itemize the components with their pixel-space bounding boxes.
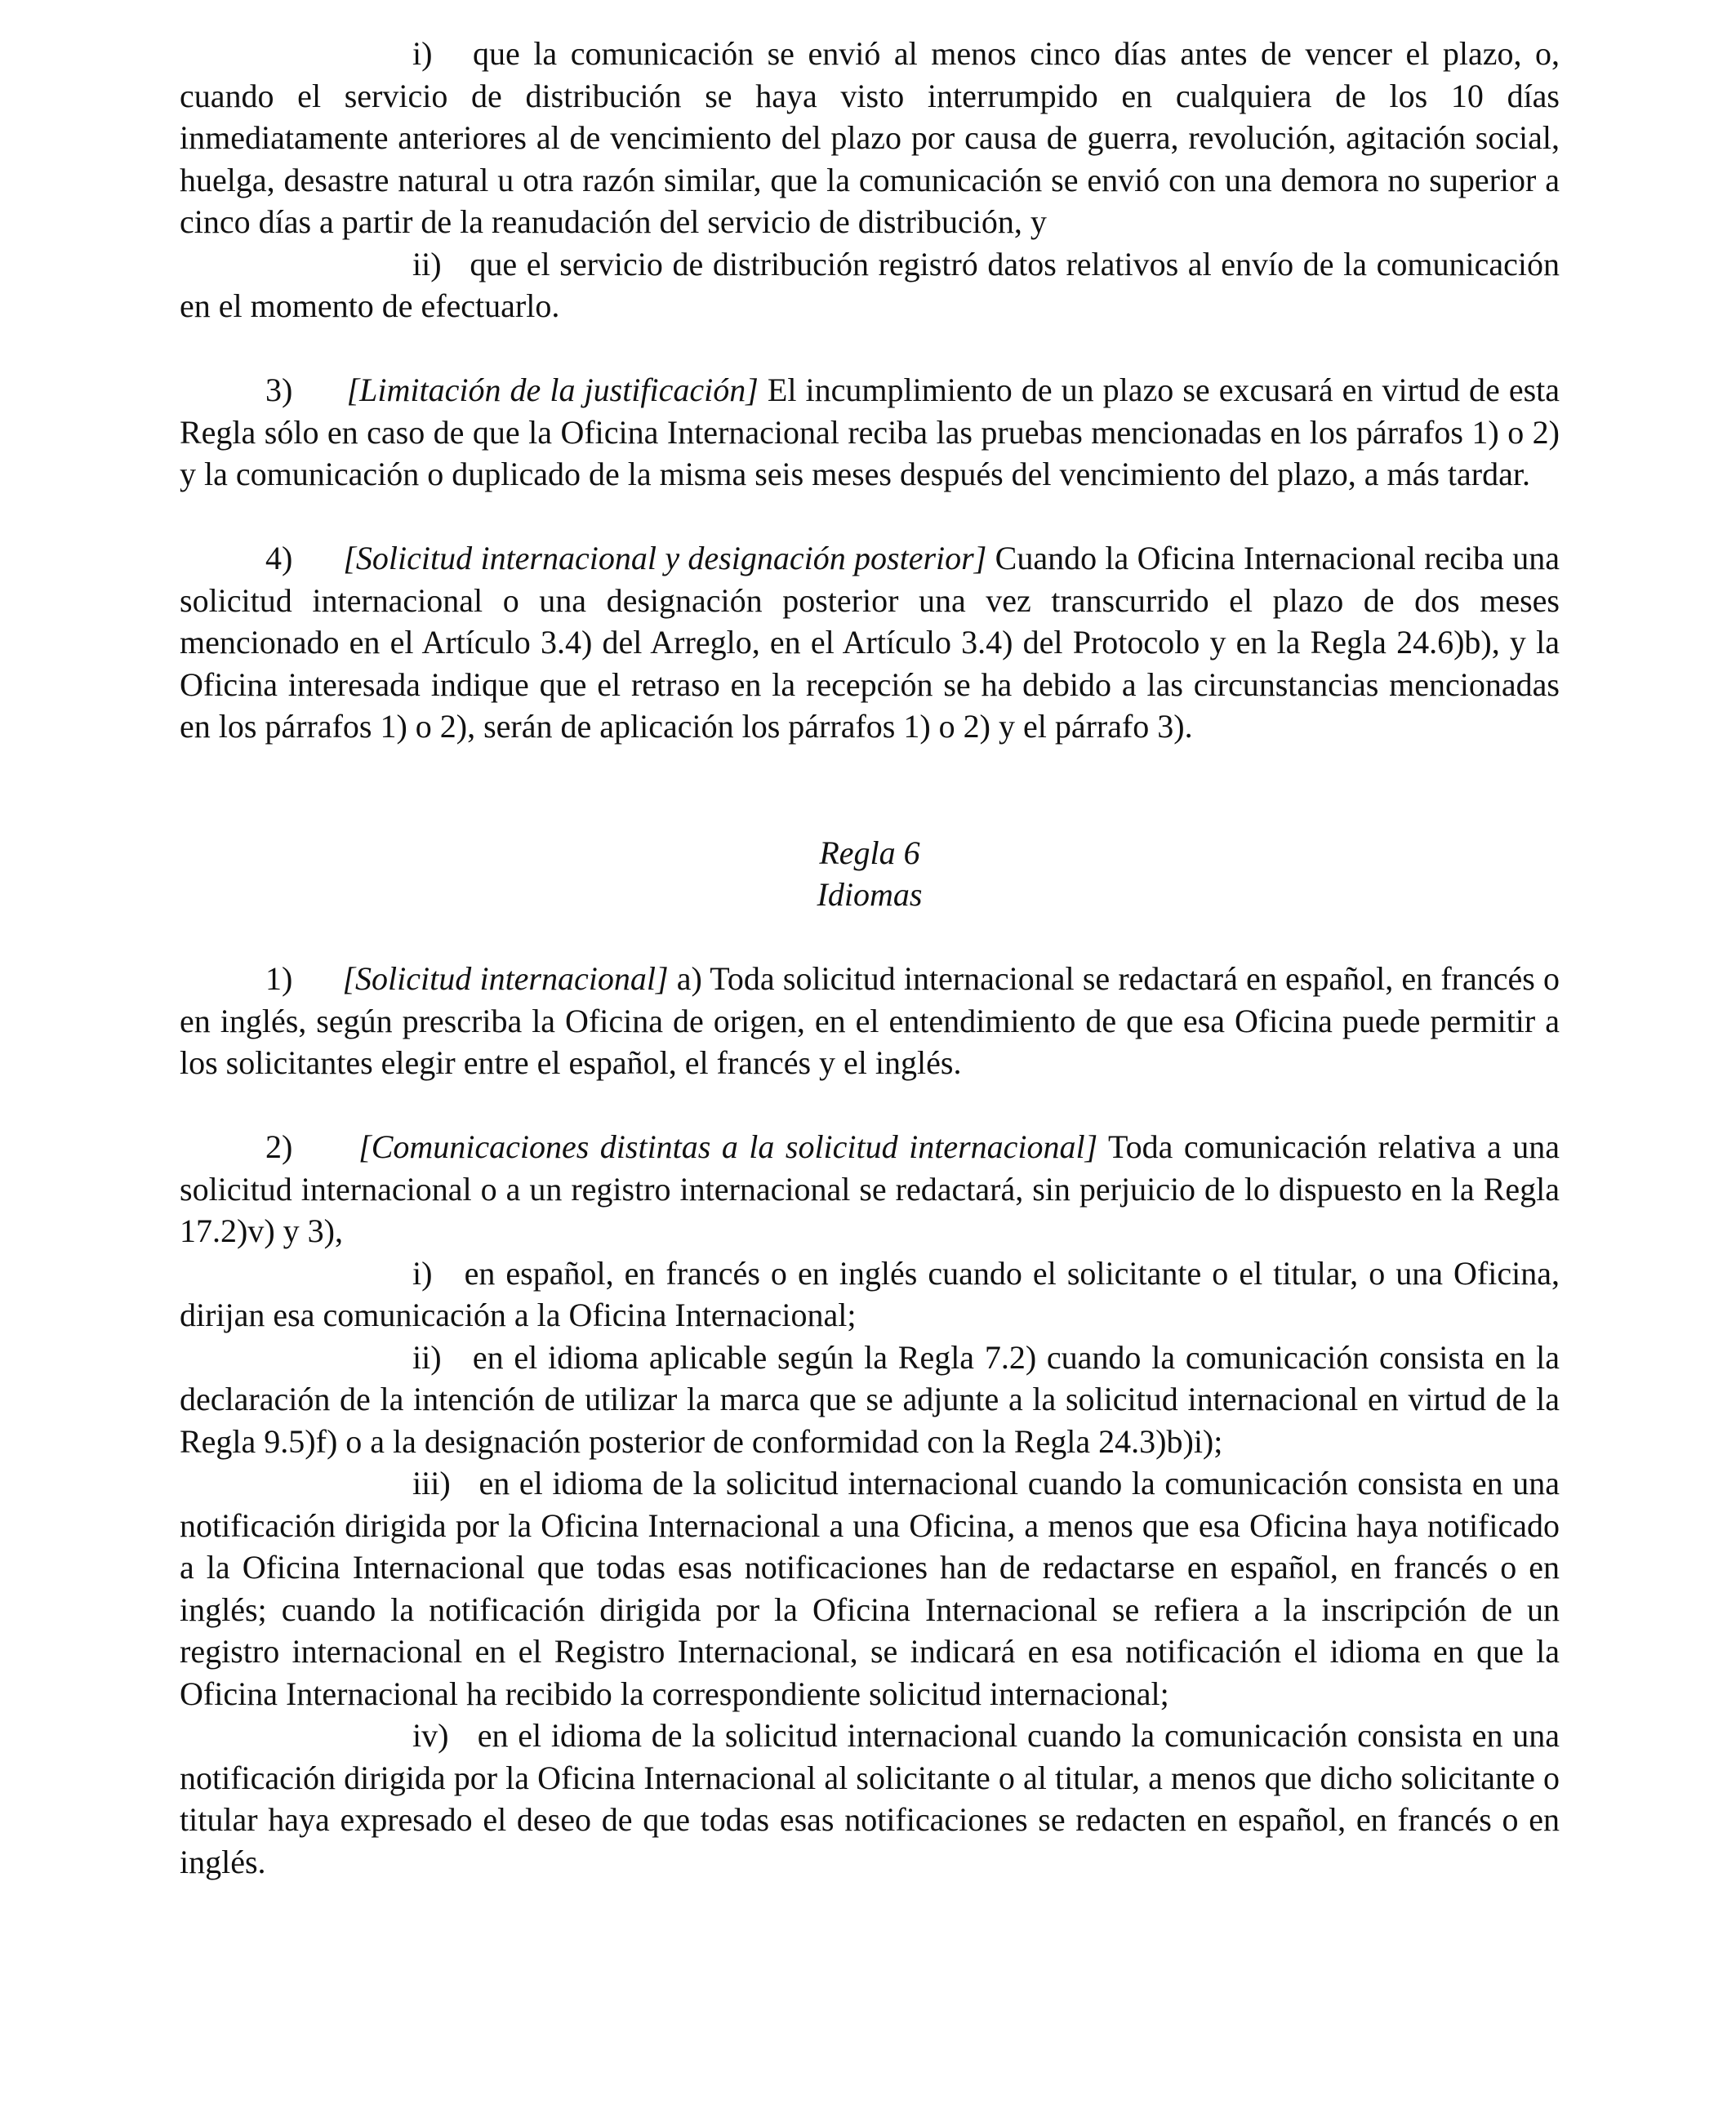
document-page bbox=[180, 33, 1560, 1883]
sub-item-ii bbox=[180, 1337, 1560, 1463]
paragraph-title: [Solicitud internacional y designación posterior] bbox=[343, 540, 987, 576]
paragraph-text: a) Toda solicitud internacional se redactará en español, en francés o en inglés, según prescriba la Oficina de origen, en el entendimiento de que esa Oficina puede permitir a los solicitantes elegir entre el español, el francés y el inglés. bbox=[180, 960, 1560, 1081]
sub-item-i bbox=[180, 1252, 1560, 1337]
sub-item-iv bbox=[180, 1715, 1560, 1883]
rule-heading bbox=[180, 832, 1560, 916]
sub-item-iii bbox=[180, 1462, 1560, 1715]
item-ii bbox=[180, 243, 1560, 327]
item-text: que el servicio de distribución registró datos relativos al envío de la comunicación en el momento de efectuarlo. bbox=[180, 245, 1560, 324]
paragraph-title: [Solicitud internacional] bbox=[342, 960, 669, 997]
paragraph-title: [Limitación de la justificación] bbox=[346, 371, 759, 408]
paragraph-3 bbox=[180, 369, 1560, 496]
paragraph-number: 1) bbox=[265, 960, 293, 997]
item-text: en el idioma de la solicitud internacional cuando la comunicación consista en una notificación dirigida por la Oficina Internacional al solicitante o al titular, a menos que dicho solicitante o titular haya expresado el deseo de que todas esas notificaciones se redacten en español, en francés o en inglés. bbox=[180, 1717, 1560, 1880]
item-text: en el idioma de la solicitud internacional cuando la comunicación consista en una notificación dirigida por la Oficina Internacional a una Oficina, a menos que esa Oficina haya notificado a la Oficina Internacional que todas esas notificaciones han de redactarse en español, en francés o en inglés; cuando la notificación dirigida por la Oficina Internacional se refiera a la inscripción de un registro internacional en el Registro Internacional, se indicará en esa notificación el idioma en que la Oficina Internacional ha recibido la correspondiente solicitud internacional; bbox=[180, 1465, 1560, 1712]
rule6-paragraph-1 bbox=[180, 958, 1560, 1084]
item-text: en español, en francés o en inglés cuando el solicitante o el titular, o una Oficina, dirijan esa comunicación a la Oficina Internacional; bbox=[180, 1254, 1560, 1333]
paragraph-number: 4) bbox=[265, 540, 293, 576]
item-text: en el idioma aplicable según la Regla 7.2) cuando la comunicación consista en la declaración de la intención de utilizar la marca que se adjunte a la solicitud internacional en virtud de la Regla 9.5)f) o a la designación posterior de conformidad con la Regla 24.3)b)i); bbox=[180, 1338, 1560, 1460]
item-number: ii) bbox=[412, 245, 442, 282]
paragraph-text: Toda comunicación relativa a una solicitud internacional o a un registro internacional se redactará, sin perjuicio de lo dispuesto en la Regla 17.2)v) y 3), bbox=[180, 1128, 1560, 1249]
paragraph-number: 3) bbox=[265, 371, 293, 408]
item-number: iv) bbox=[412, 1717, 449, 1754]
paragraph-text: El incumplimiento de un plazo se excusará en virtud de esta Regla sólo en caso de que la Oficina Internacional reciba las pruebas mencionadas en los párrafos 1) o 2) y la comunicación o duplicado de la misma seis meses después del vencimiento del plazo, a más tardar. bbox=[180, 371, 1560, 492]
item-number: ii) bbox=[412, 1338, 442, 1376]
item-number: i) bbox=[412, 1254, 433, 1292]
paragraph-text: Cuando la Oficina Internacional reciba una solicitud internacional o una designación posterior una vez transcurrido el plazo de dos meses mencionado en el Artículo 3.4) del Arreglo, en el Artículo 3.4) del Protocolo y en la Regla 24.6)b), y la Oficina interesada indique que el retraso en la recepción se ha debido a las circunstancias mencionadas en los párrafos 1) o 2), serán de aplicación los párrafos 1) o 2) y el párrafo 3). bbox=[180, 540, 1560, 745]
item-i bbox=[180, 33, 1560, 243]
rule6-paragraph-2 bbox=[180, 1126, 1560, 1252]
item-text: que la comunicación se envió al menos cinco días antes de vencer el plazo, o, cuando el servicio de distribución se haya visto interrumpido en cualquiera de los 10 días inmediatamente anteriores al de vencimiento del plazo por causa de guerra, revolución, agitación social, huelga, desastre natural u otra razón similar, que la comunicación se envió con una demora no superior a cinco días a partir de la reanudación del servicio de distribución, y bbox=[180, 35, 1560, 240]
rule-number: Regla 6 bbox=[819, 834, 920, 871]
paragraph-title: [Comunicaciones distintas a la solicitud internacional] bbox=[358, 1128, 1098, 1165]
item-number: i) bbox=[412, 35, 433, 72]
rule-title: Idiomas bbox=[817, 876, 923, 913]
paragraph-number: 2) bbox=[265, 1128, 293, 1165]
paragraph-4 bbox=[180, 537, 1560, 748]
item-number: iii) bbox=[412, 1465, 451, 1501]
